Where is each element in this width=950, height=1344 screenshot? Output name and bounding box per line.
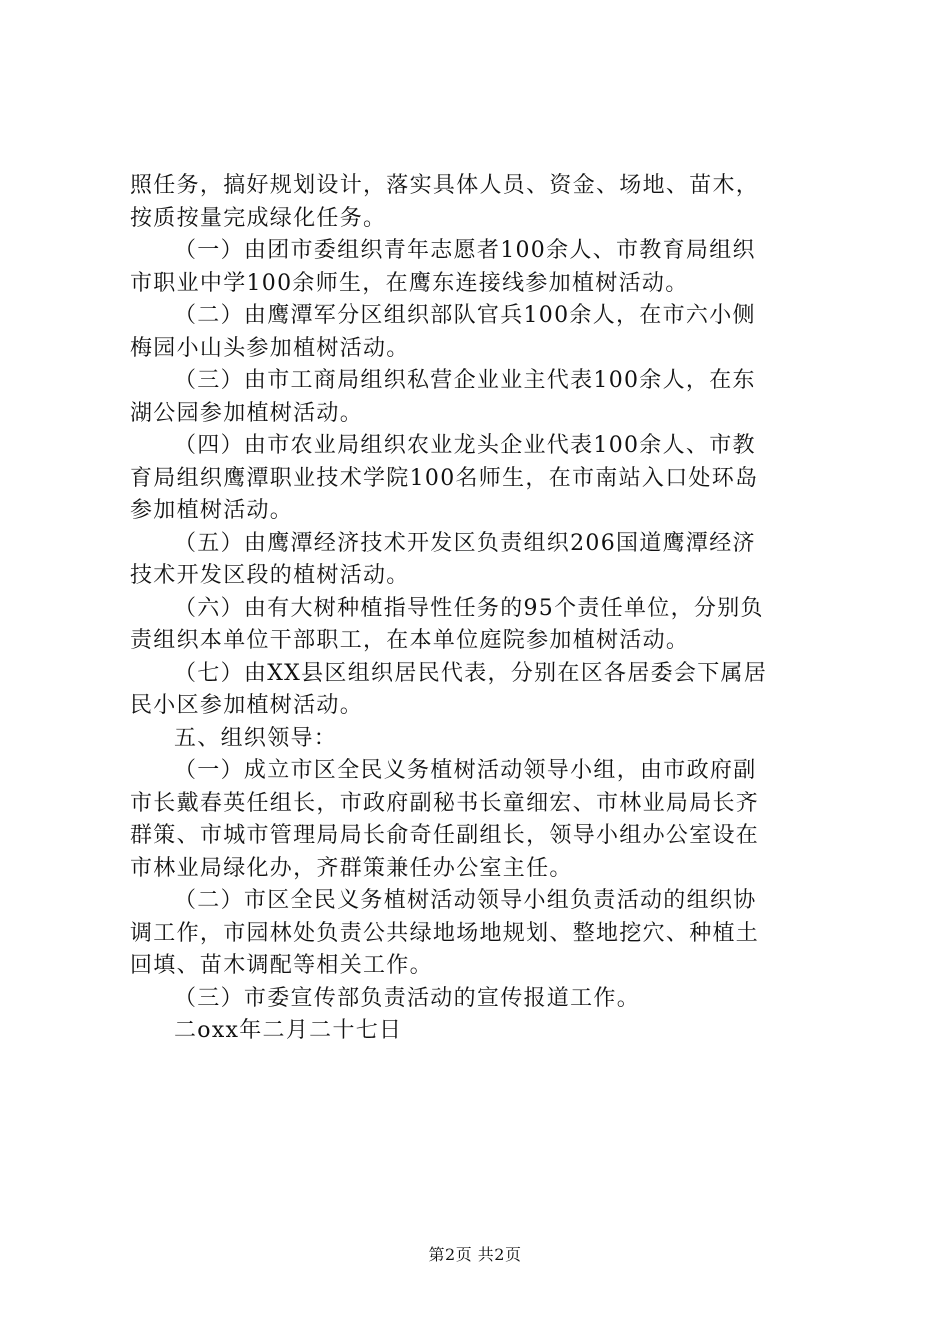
body-line: （三）市委宣传部负责活动的宣传报道工作。 xyxy=(174,985,641,1011)
body-line: 市长戴春英任组长，市政府副秘书长童细宏、市林业局局长齐 xyxy=(130,790,760,816)
body-line: （一）成立市区全民义务植树活动领导小组，由市政府副 xyxy=(174,758,757,783)
body-line: 市林业局绿化办，齐群策兼任办公室主任。 xyxy=(130,855,573,881)
body-line: 群策、市城市管理局局长俞奇任副组长，领导小组办公室设在 xyxy=(130,823,760,848)
body-line: 育局组织鹰潭职业技术学院100名师生，在市南站入口处环岛 xyxy=(130,465,759,491)
body-line: （四）由市农业局组织农业龙头企业代表100余人、市教 xyxy=(174,433,756,458)
document-body xyxy=(130,170,830,1048)
body-line: 民小区参加植树活动。 xyxy=(130,693,364,718)
body-line: （二）由鹰潭军分区组织部队官兵100余人，在市六小侧 xyxy=(174,303,756,328)
body-line: 调工作，市园林处负责公共绿地场地规划、整地挖穴、种植土 xyxy=(130,920,760,946)
body-line: 责组织本单位干部职工，在本单位庭院参加植树活动。 xyxy=(130,628,690,653)
body-line: 湖公园参加植树活动。 xyxy=(130,400,364,426)
body-line: 回填、苗木调配等相关工作。 xyxy=(130,953,433,978)
body-line: 市职业中学100余师生，在鹰东连接线参加植树活动。 xyxy=(130,270,689,296)
section-heading: 五、组织领导： xyxy=(174,725,338,751)
body-line: 按质按量完成绿化任务。 xyxy=(130,205,387,231)
body-line: （二）市区全民义务植树活动领导小组负责活动的组织协 xyxy=(174,888,757,913)
body-line: （五）由鹰潭经济技术开发区负责组织206国道鹰潭经济 xyxy=(174,530,756,556)
body-line: 照任务，搞好规划设计，落实具体人员、资金、场地、苗木， xyxy=(130,173,760,198)
body-line: （一）由团市委组织青年志愿者100余人、市教育局组织 xyxy=(174,238,756,263)
body-line: （六）由有大树种植指导性任务的95个责任单位，分别负 xyxy=(174,595,764,621)
body-line: 参加植树活动。 xyxy=(130,498,294,523)
document-date: 二oxx年二月二十七日 xyxy=(174,1018,403,1043)
page-number-footer: 第2页 共2页 xyxy=(428,1245,522,1264)
body-line: （三）由市工商局组织私营企业业主代表100余人，在东 xyxy=(174,368,756,393)
body-line: 梅园小山头参加植树活动。 xyxy=(130,335,410,361)
body-line: （七）由XX县区组织居民代表，分别在区各居委会下属居 xyxy=(174,660,768,686)
body-line: 技术开发区段的植树活动。 xyxy=(130,563,410,588)
